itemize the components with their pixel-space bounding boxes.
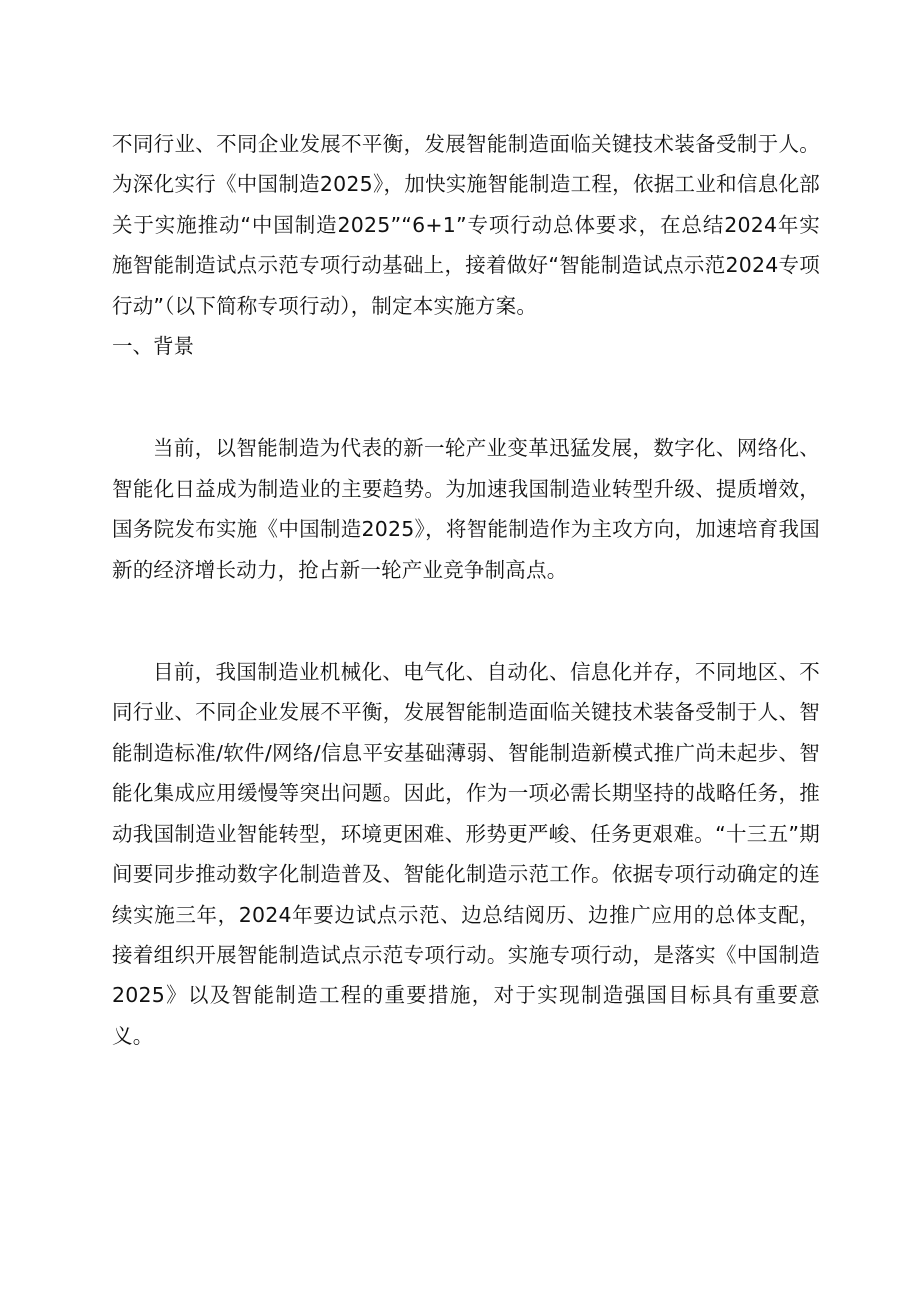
- section-heading-background: 一、背景: [112, 334, 194, 359]
- background-paragraph-current: 当前，以智能制造为代表的新一轮产业变革迅猛发展，数字化、网络化、智能化日益成为制造业的主要趋势。为加速我国制造业转型升级、提质增效，国务院发布实施《中国制造2025》，将智能制造作为主攻方向，加速培育我国新的经济增长动力，抢占新一轮产业竞争制高点。: [112, 436, 820, 582]
- intro-paragraph: 不同行业、不同企业发展不平衡，发展智能制造面临关键技术装备受制于人。为深化实行《中国制造2025》，加快实施智能制造工程，依据工业和信息化部关于实施推动“中国制造2025”“6+1”专项行动总体要求，在总结2024年实施智能制造试点示范专项行动基础上，接着做好“智能制造试点示范2024专项行动”（以下简称专项行动），制定本实施方案。: [112, 132, 820, 318]
- background-paragraph-present: 目前，我国制造业机械化、电气化、自动化、信息化并存，不同地区、不同行业、不同企业发展不平衡，发展智能制造面临关键技术装备受制于人、智能制造标准/软件/网络/信息平安基础薄弱、智能制造新模式推广尚未起步、智能化集成应用缓慢等突出问题。因此，作为一项必需长期坚持的战略任务，推动我国制造业智能转型，环境更困难、形势更严峻、任务更艰难。“十三五”期间要同步推动数字化制造普及、智能化制造示范工作。依据专项行动确定的连续实施三年，2024年要边试点示范、边总结阅历、边推广应用的总体支配，接着组织开展智能制造试点示范专项行动。实施专项行动，是落实《中国制造2025》以及智能制造工程的重要措施，对于实现制造强国目标具有重要意义。: [112, 660, 820, 1048]
